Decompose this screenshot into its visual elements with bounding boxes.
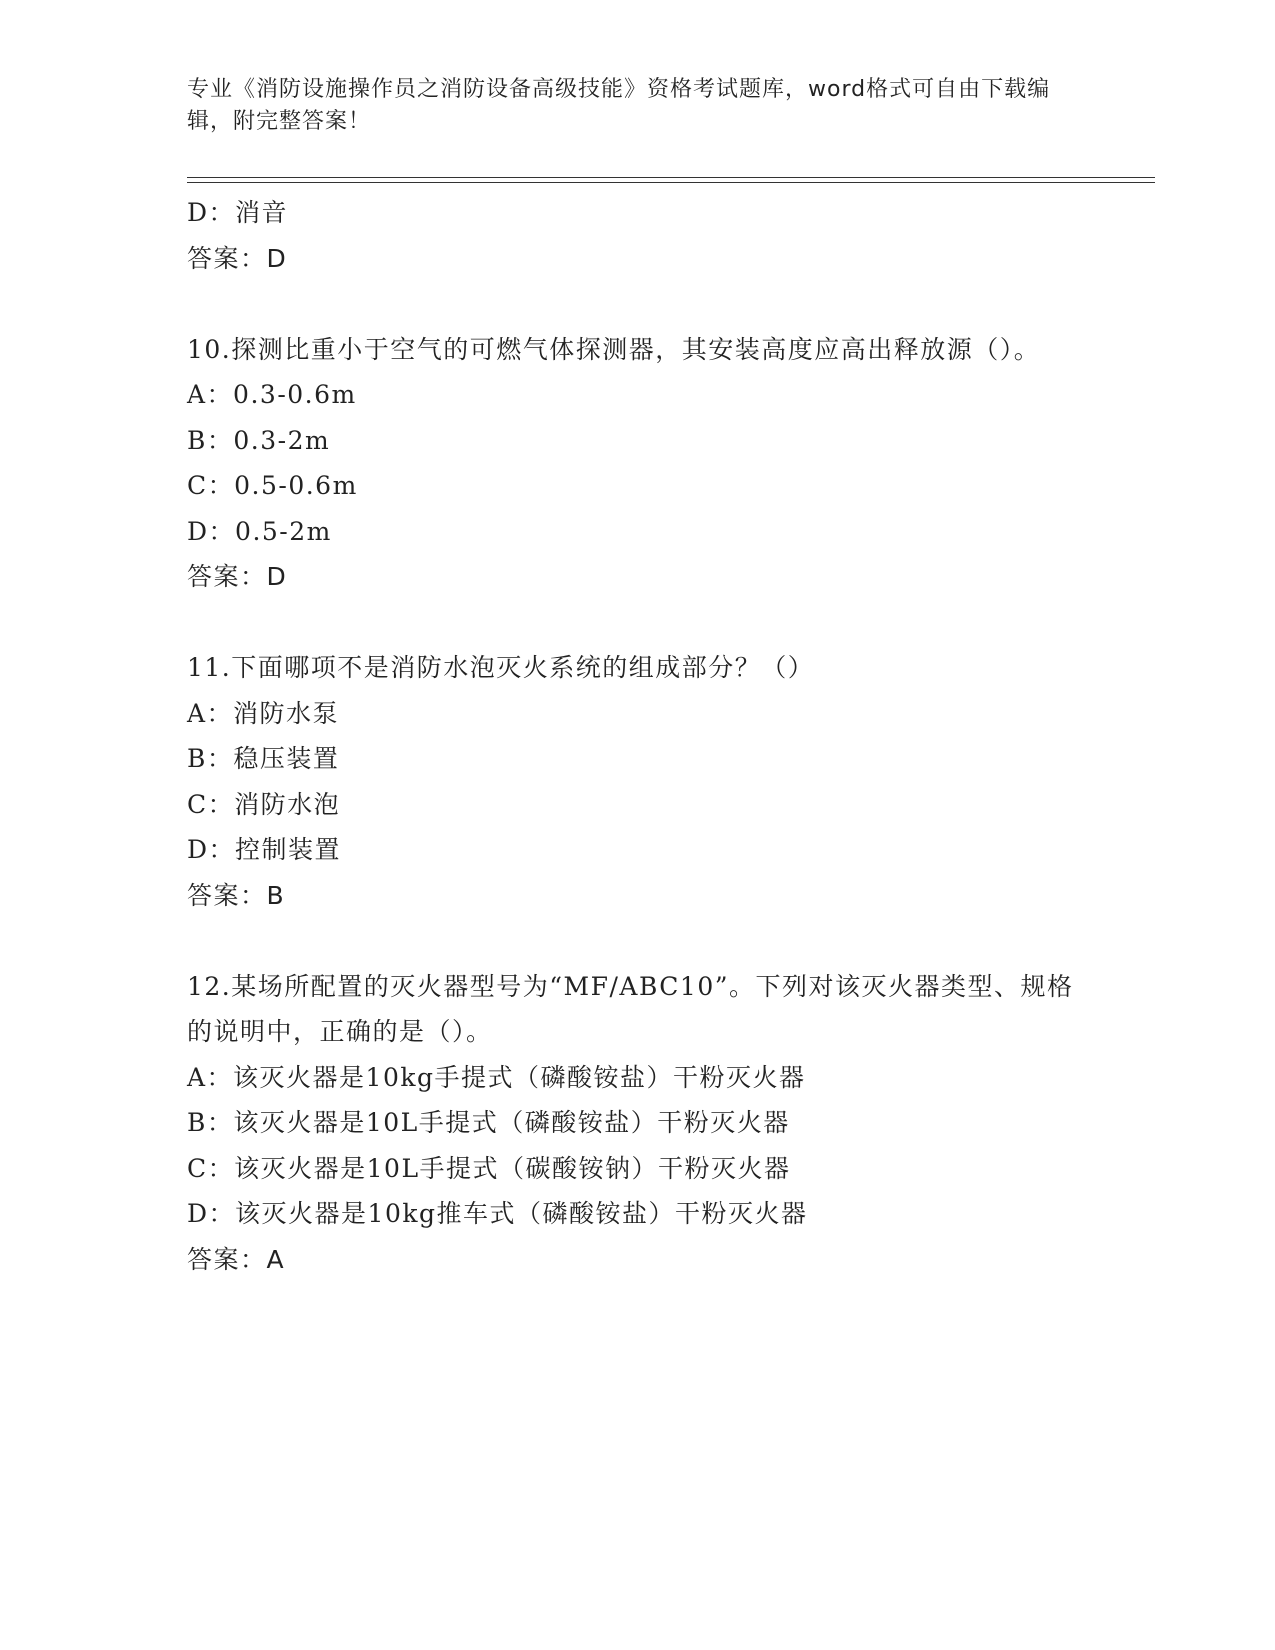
spacer [187, 918, 1077, 964]
header-divider-top [187, 177, 1155, 178]
question-12-stem: 12.某场所配置的灭火器型号为“MF/ABC10”。下列对该灭火器类型、规格的说明中，正确的是（）。 [187, 971, 1074, 1046]
spacer [187, 281, 1077, 327]
question-10-option-b: B：0.3-2m [187, 425, 331, 455]
question-content [187, 190, 1077, 1282]
header-divider-bottom [187, 182, 1155, 183]
question-11-answer: 答案：B [187, 880, 286, 910]
page-header: 专业《消防设施操作员之消防设备高级技能》资格考试题库，word格式可自由下载编辑，附完整答案！ [187, 77, 1051, 134]
question-10-answer: 答案：D [187, 562, 288, 591]
question-10-stem: 10.探测比重小于空气的可燃气体探测器，其安装高度应高出释放源（）。 [187, 334, 1041, 364]
spacer [187, 600, 1077, 646]
question-10-option-d: D：0.5-2m [187, 516, 332, 546]
question-11-option-a: A：消防水泵 [187, 698, 340, 728]
question-11-option-c: C：消防水泡 [187, 789, 341, 819]
previous-option-d: D：消音 [187, 198, 289, 227]
question-12-option-a: A：该灭火器是10kg手提式（磷酸铵盐）干粉灭火器 [187, 1062, 806, 1092]
previous-answer: 答案：D [187, 243, 288, 273]
question-12-answer: 答案：A [187, 1244, 286, 1274]
question-12-option-d: D：该灭火器是10kg推车式（磷酸铵盐）干粉灭火器 [187, 1199, 808, 1228]
question-10-option-a: A：0.3-0.6m [187, 380, 357, 409]
question-12-option-c: C：该灭火器是10L手提式（碳酸铵钠）干粉灭火器 [187, 1153, 791, 1183]
question-10-option-c: C：0.5-0.6m [187, 471, 358, 500]
question-12-option-b: B：该灭火器是10L手提式（磷酸铵盐）干粉灭火器 [187, 1108, 790, 1137]
question-11-option-d: D：控制装置 [187, 835, 342, 864]
question-11-stem: 11.下面哪项不是消防水泡灭火系统的组成部分？（） [187, 653, 815, 682]
question-11-option-b: B：稳压装置 [187, 744, 340, 773]
